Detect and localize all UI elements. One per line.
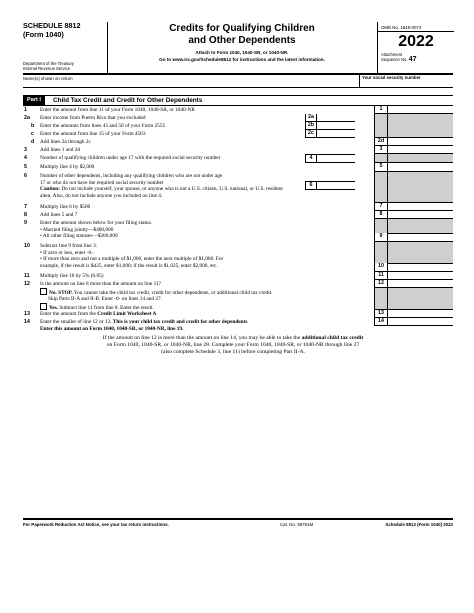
- caution-text: Do not include yourself, your spouse, or anyone who is not a U.S. citizen, U.S. national, or U.S. resident: [61, 186, 283, 193]
- line-12: [23, 280, 453, 310]
- yes-checkbox[interactable]: [40, 303, 47, 310]
- line-number: 8: [24, 212, 27, 218]
- form-title-line2: and Other Dependents: [188, 35, 296, 46]
- shaded-amount: [388, 172, 453, 203]
- line-number: 6: [24, 173, 27, 179]
- line-13-amount[interactable]: [388, 310, 453, 318]
- shaded-amount: [388, 122, 453, 130]
- line-text: Add lines 2a through 2c: [40, 139, 91, 145]
- irs-name: Internal Revenue Service: [23, 65, 71, 71]
- goto-instruction: Go to www.irs.gov/Schedule8812 for instructions and the latest information.: [159, 57, 325, 62]
- no-label: No.: [49, 289, 57, 296]
- shaded-box: [374, 114, 388, 122]
- line-11: [23, 272, 453, 280]
- line-text: Number of qualifying children under age 17 with the required social security number: [40, 155, 221, 161]
- inner-box-label: 4: [305, 154, 317, 163]
- line-text: Add lines 1 and 2d: [40, 147, 81, 153]
- line-5: [23, 163, 453, 172]
- line-text: Multiply line 6 by $500: [40, 204, 91, 210]
- line-box-label: 8: [374, 211, 388, 219]
- line-box-label: 3: [374, 146, 388, 154]
- shaded-amount: [388, 154, 453, 163]
- line-8: [23, 211, 453, 219]
- shaded-box: [374, 242, 388, 263]
- line-3: [23, 146, 453, 154]
- shaded-amount: [388, 114, 453, 122]
- line-10-text: [40, 243, 358, 269]
- inner-box-label: 2b: [305, 122, 317, 130]
- line-number: 2a: [24, 115, 30, 121]
- department-name: Department of the Treasury: [23, 60, 74, 66]
- line-2a: [23, 114, 453, 122]
- shaded-box: [374, 219, 388, 233]
- line-number: 7: [24, 204, 27, 210]
- line-6: [23, 172, 453, 203]
- line-box-label: 13: [374, 310, 388, 318]
- line-text: Enter income from Puerto Rico that you excluded: [40, 115, 146, 121]
- form-header: [23, 22, 453, 75]
- line-2b-amount[interactable]: [317, 122, 355, 130]
- line-5-amount[interactable]: [388, 163, 453, 172]
- line-10-amount[interactable]: [388, 263, 453, 272]
- line-4: [23, 154, 453, 163]
- line-text-bold: This is your child tax credit and credit for other dependents: [112, 319, 248, 325]
- part1-header: [23, 95, 453, 106]
- no-text: You cannot take the child tax credit, credit for other dependents, or additional child tax credit.: [73, 289, 273, 296]
- line-9-text: [40, 220, 358, 240]
- title-block: [107, 22, 377, 73]
- bullet-text: • All other filing statuses—$200,000: [40, 233, 118, 240]
- line-14-amount[interactable]: [388, 318, 453, 326]
- shaded-box: [374, 172, 388, 203]
- no-checkbox[interactable]: [40, 288, 47, 295]
- schedule-name: SCHEDULE 8812: [23, 21, 81, 30]
- line-1-amount[interactable]: [388, 106, 453, 114]
- line-2d: [23, 138, 453, 146]
- line-2a-amount[interactable]: [317, 114, 355, 122]
- names-field[interactable]: Name(s) shown on return: [23, 76, 73, 81]
- line-number: 5: [24, 164, 27, 170]
- form-reference: (Form 1040): [23, 29, 64, 39]
- line-number: c: [31, 131, 34, 137]
- omb-number: OMB No. 1545-0074: [378, 22, 454, 32]
- shaded-amount: [388, 130, 453, 138]
- line-text: Multiply line 10 by 5% (0.05): [40, 273, 104, 279]
- line-9-amount[interactable]: [388, 233, 453, 242]
- attachment-sequence: [378, 52, 454, 62]
- paperwork-notice: For Paperwork Reduction Act Notice, see your tax return instructions.: [23, 522, 169, 527]
- line-text-bold: Enter this amount on Form 1040, 1040-SR, or 1040-NR, line 19.: [40, 325, 184, 332]
- bullet-text: example, if the result is $425, enter $1,000; if the result is $1,025, enter $2,000, etc.: [40, 262, 218, 269]
- line-2b: [23, 122, 453, 130]
- line-text: Multiply line 4 by $2,000: [40, 164, 95, 170]
- line-box-label: 14: [374, 318, 388, 326]
- ssn-field[interactable]: Your social security number: [359, 75, 421, 87]
- line-text: Enter the amount from the: [40, 311, 96, 317]
- shaded-amount: [388, 219, 453, 233]
- line-number: d: [31, 139, 35, 145]
- line-number: 12: [24, 281, 30, 287]
- stop-label: STOP.: [58, 289, 73, 296]
- line-text: Enter the amount from line 11 of your Form 1040, 1040-SR, or 1040-NR: [40, 107, 195, 113]
- line-number: 11: [24, 273, 30, 279]
- form-title-line1: Credits for Qualifying Children: [169, 23, 315, 34]
- line-box-label: 9: [374, 233, 388, 242]
- form-page: [23, 22, 453, 358]
- line-12-amount[interactable]: [388, 280, 453, 288]
- inner-box-label: 2a: [305, 114, 317, 122]
- line-number: 13: [24, 311, 30, 317]
- line-text: Subtract line 9 from line 3.: [40, 243, 98, 249]
- line-text: Enter the amount from line 15 of your Form 4563: [40, 131, 146, 137]
- line-11-amount[interactable]: [388, 272, 453, 280]
- bullet-text: • If zero or less, enter -0-.: [40, 249, 95, 256]
- shaded-amount: [388, 288, 453, 310]
- line-text: 17 or who do not have the required social security number: [40, 179, 164, 186]
- tax-year: 2022: [398, 33, 434, 50]
- yes-label: Yes.: [49, 304, 58, 311]
- line-box-label: 11: [374, 272, 388, 280]
- attachment-label: Attachment: [381, 52, 403, 57]
- shaded-box: [374, 154, 388, 163]
- omb-block: [377, 22, 454, 73]
- line-number: 9: [24, 220, 27, 226]
- line-text: Enter the smaller of line 12 or 13.: [40, 319, 112, 325]
- line-3-amount[interactable]: [388, 146, 453, 154]
- line-box-label: 2d: [374, 138, 388, 146]
- line-number: 1: [24, 107, 27, 113]
- footer-form-id: Schedule 8812 (Form 1040) 2022: [385, 522, 453, 527]
- line-number: b: [31, 123, 35, 129]
- form-footer: [23, 518, 453, 530]
- line-2d-amount[interactable]: [388, 138, 453, 146]
- part1-title: Child Tax Credit and Credit for Other Dependents: [53, 97, 203, 104]
- line-7-amount[interactable]: [388, 203, 453, 211]
- part1-label: Part I: [23, 96, 45, 105]
- bullet-text: • Married filing jointly—$400,000: [40, 226, 114, 233]
- catalog-number: Cat. No. 59761M: [280, 522, 314, 527]
- line-9: [23, 219, 453, 242]
- line-text: Is the amount on line 8 more than the amount on line 11?: [40, 281, 162, 287]
- no-text: Skip Parts II-A and II-B. Enter -0- on lines 14 and 27.: [48, 296, 163, 303]
- line-text: Number of other dependents, including any qualifying children who are not under age: [40, 173, 223, 179]
- line-12-text: [40, 281, 358, 311]
- note-text: [83, 335, 383, 356]
- line-box-label: 5: [374, 163, 388, 172]
- line-4-count[interactable]: [317, 154, 355, 163]
- line-13: [23, 310, 453, 318]
- line-text: Enter the amounts from lines 45 and 50 of your Form 2555: [40, 123, 166, 129]
- attach-instruction: Attach to Form 1040, 1040-SR, or 1040-NR.: [195, 50, 289, 55]
- line-2c-amount[interactable]: [317, 130, 355, 138]
- line-number: 10: [24, 243, 30, 249]
- note-bold: additional child tax credit: [301, 335, 364, 341]
- shaded-box: [374, 122, 388, 130]
- line-14-text: [40, 319, 358, 332]
- inner-box-label: 2c: [305, 130, 317, 138]
- note-line: If the amount on line 12 is more than the amount on line 14, you may be able to take the: [102, 335, 301, 341]
- note-line: (also complete Schedule 3, line 11) before completing Part II-A.: [161, 348, 305, 355]
- line-box-label: 1: [374, 106, 388, 114]
- inner-box-label: 6: [305, 181, 317, 190]
- note-line: on Form 1040, 1040-SR, or 1040-NR, line 28. Complete your Form 1040, 1040-SR, or 1040-NR through line 27: [106, 341, 360, 348]
- sequence-number: 47: [408, 56, 417, 63]
- line-number: 3: [24, 147, 27, 153]
- line-box-label: 12: [374, 280, 388, 288]
- line-text: Enter the amount shown below for your filing status.: [40, 220, 152, 226]
- act-note: [23, 334, 453, 358]
- shaded-box: [374, 130, 388, 138]
- caution-label: Caution:: [40, 186, 61, 193]
- yes-text: Subtract line 11 from line 8. Enter the result.: [59, 304, 154, 311]
- name-row: [23, 75, 453, 88]
- shaded-amount: [388, 242, 453, 263]
- line-14: [23, 318, 453, 334]
- caution-text: alien. Also, do not include anyone you included on line 4.: [40, 192, 163, 199]
- line-number: 14: [24, 319, 30, 325]
- bullet-text: • If more than zero and not a multiple of $1,000, enter the next multiple of $1,000. For: [40, 256, 224, 263]
- line-13-text: [40, 311, 358, 318]
- line-text: Add lines 5 and 7: [40, 212, 78, 218]
- shaded-box: [374, 288, 388, 310]
- line-text-bold: Credit Limit Worksheet A: [97, 311, 157, 317]
- line-2c: [23, 130, 453, 138]
- line-6-count[interactable]: [317, 181, 355, 190]
- line-10: [23, 242, 453, 272]
- line-7: [23, 203, 453, 211]
- agency-block: [23, 61, 74, 71]
- line-1: [23, 106, 453, 114]
- sequence-label: Sequence No.: [381, 57, 408, 62]
- line-number: 4: [24, 155, 27, 161]
- line-8-amount[interactable]: [388, 211, 453, 219]
- line-box-label: 10: [374, 263, 388, 272]
- line-box-label: 7: [374, 203, 388, 211]
- form-id-block: [23, 22, 108, 73]
